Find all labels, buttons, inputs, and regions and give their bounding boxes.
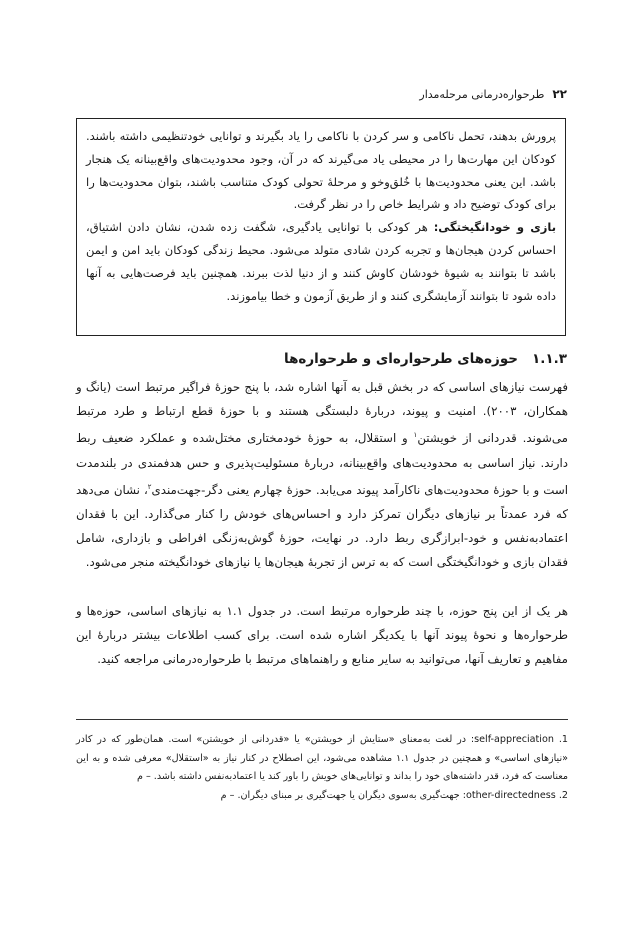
text-span: ، نشان می‌دهد که فرد عمدتاً بر نیازهای دیگران تمرکز دارد و احساس‌های خودش را کنار می‌گذارد. این با فقدان اعتماد‌به‌نفس و خود-ابرازگری ربط دارد. در نهایت، حوزهٔ گوش‌به‌زنگی افراطی و بازداری، شامل فقدان بازی و خودانگیختگی است که به ترس از تجربهٔ هیجان‌ها یا نیازهای خودانگیخته منجر می‌شود. (76, 482, 568, 570)
needs-box (76, 118, 566, 336)
footnote-text: : در لغت به‌معنای «ستایش از خویشتن» یا «قدردانی از خویشتن» است. همان‌طور که در کادر «نیازهای اساسی» و همچنین در جدول ۱.۱ مشاهده می‌شود، این اصطلاح در کنار نیاز به «استقلال» معرفی شده و به این معناست که فرد، قدر داشته‌های خود را بداند و توانایی‌های خویش را باور کند یا اعتمادبه‌نفس داشته باشد. – م (76, 734, 568, 783)
paragraph-text: هر یک از این پنج حوزه، با چند طرحواره مرتبط است. در جدول ۱.۱ به نیازهای اساسی، حوزه‌ها و طرحواره‌ها و نحوهٔ پیوند آنها با یکدیگر اشاره شده است. برای کسب اطلاعات بیشتر دربارهٔ این مفاهیم و تعاریف آنها، می‌توانید به سایر منابع و راهنماهای مرتبط با طرحواره‌درمانی مراجعه کنید. (76, 604, 568, 667)
section-title: حوزه‌های طرحواره‌ای و طرحواره‌ها (284, 351, 519, 367)
box-paragraph: پرورش بدهند، تحمل ناکامی و سر کردن با ناکامی را یاد بگیرند و توانایی خودتنظیمی داشته باشند. کودکان این مهارت‌ها را در محیطی یاد می‌گیرند که در آن، وجود محدودیت‌های واقع‌بینانه یک هنجار باشد. این یعنی محدودیت‌ها با خُلق‌وخو و مرحلهٔ تحولی کودک متناسب باشند، بتوان محدودیت‌ها را برای کودک توضیح داد و شرایط خاص را در نظر گرفت. (86, 129, 556, 212)
footnote-marker: ۲ (147, 482, 152, 491)
footnote-number: 1. (558, 734, 568, 745)
section-number: ۱.۱.۳ (532, 351, 567, 367)
text-span: فهرست نیازهای اساسی که در بخش قبل به آنها اشاره شد، با پنج حوزهٔ فراگیر مرتبط است (یانگ و همکاران، ۲۰۰۳). امنیت و پیوند، دربارهٔ دلبستگی هستند و با حوزهٔ قطع ارتباط و طرد مرتبط می‌شوند. قدردانی از خویشتن (76, 380, 568, 446)
running-header (75, 84, 567, 104)
footnote-marker: ۱ (413, 431, 418, 440)
footnote-term: self-appreciation (474, 734, 554, 745)
footnotes (76, 731, 568, 805)
text-span: و استقلال، به حوزهٔ خودمختاری مختل‌شده و عملکرد ضعیف ربط دارند. نیاز اساسی به محدودیت‌های واقع‌بینانه، دربارهٔ مسئولیت‌پذیری و حس هدفمندی در بلندمدت است و با حوزهٔ محدودیت‌های ناکارآمد پیوند می‌یابد. حوزهٔ چهارم یعنی دگر-جهت‌مندی (76, 431, 568, 497)
section-heading (75, 347, 567, 371)
running-title: طرحواره‌درمانی مرحله‌مدار (419, 87, 545, 101)
footnote-text: : جهت‌گیری به‌سوی دیگران یا جهت‌گیری بر مبنای دیگران. – م (220, 789, 466, 801)
body-paragraph (76, 599, 568, 676)
footnote-term: other-directedness (465, 789, 556, 801)
footnote-divider (76, 719, 568, 720)
box-term: بازی و خودانگیختگی: (433, 220, 557, 235)
box-text: هر کودکی با توانایی یادگیری، شگفت زده شدن، نشان دادن اشتیاق، احساس کردن هیجان‌ها و تجربه کردن شادی متولد می‌شود. محیط زندگی کودکان باید امن و ایمن باشد تا بتوانند به شیوهٔ خودشان کاوش کنند و از دنیا لذت ببرند. همچنین باید فرصت‌هایی به آنها داده شود تا بتوانند آزمایشگری کنند و از طریق آزمون و خطا بیاموزند. (86, 220, 556, 303)
page-number: ۲۲ (552, 87, 567, 101)
footnote-number: 2. (558, 789, 568, 801)
body-paragraph (76, 375, 568, 593)
footnote (76, 787, 568, 806)
box-paragraph (86, 216, 556, 307)
footnote (76, 731, 568, 787)
